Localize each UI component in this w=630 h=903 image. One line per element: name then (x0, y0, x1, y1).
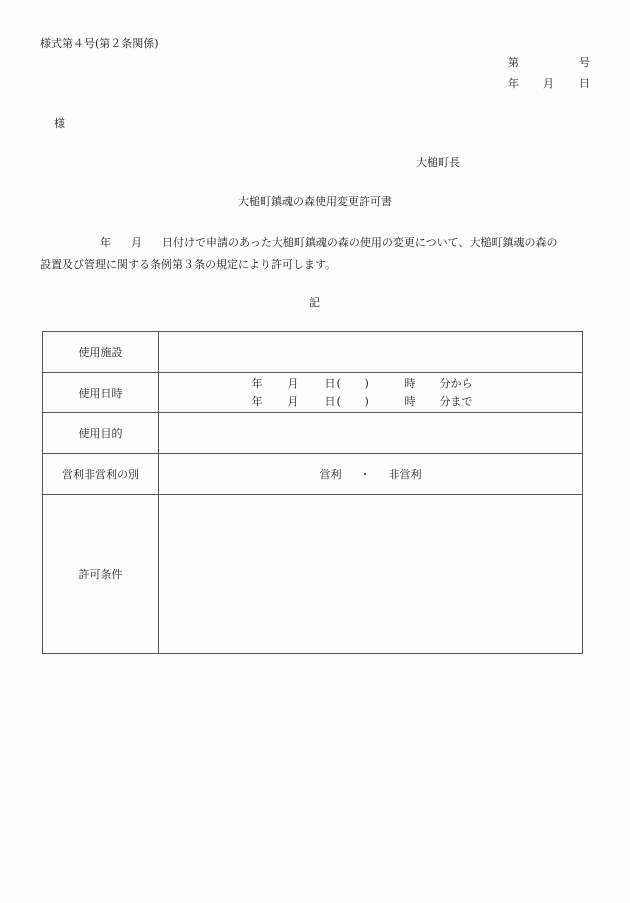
issue-date-day: 日 (579, 77, 590, 90)
commercial-value (159, 454, 583, 495)
commercial-label: 営利非営利の別 (43, 454, 159, 495)
facility-label: 使用施設 (43, 332, 159, 373)
document-title: 大槌町鎮魂の森使用変更許可書 (238, 195, 392, 208)
from-minute: 分から (439, 376, 473, 390)
datetime-to (159, 393, 582, 411)
to-hour: 時 (404, 394, 416, 408)
datetime-label: 使用日時 (43, 373, 159, 413)
form-id: 様式第４号(第２条関係) (40, 37, 159, 50)
body-line-2: 設置及び管理に関する条例第３条の規定により許可します。 (40, 258, 337, 271)
issue-date-year: 年 (508, 77, 519, 90)
to-paren-close: ) (364, 394, 369, 408)
permit-table (42, 331, 583, 654)
to-month: 月 (287, 394, 299, 408)
to-day: 日 (324, 394, 336, 408)
body-month: 月 (131, 236, 142, 249)
to-paren-open: ( (336, 394, 341, 408)
table-row-facility (43, 332, 583, 373)
datetime-value (159, 373, 583, 413)
from-hour: 時 (404, 376, 416, 390)
noncommercial-option: 非営利 (388, 468, 422, 481)
conditions-label: 許可条件 (43, 495, 159, 654)
from-paren-close: ) (364, 376, 369, 390)
facility-value (159, 332, 583, 373)
body-text-1: 日付けで申請のあった大槌町鎮魂の森の使用の変更について、大槌町鎮魂の森の (162, 236, 558, 249)
to-minute: 分まで (439, 394, 473, 408)
table-row-purpose (43, 413, 583, 454)
document-number-label: 第 (508, 56, 519, 69)
body-year: 年 (100, 236, 111, 249)
to-year: 年 (251, 394, 263, 408)
body-line-1 (100, 234, 557, 250)
purpose-value (159, 413, 583, 454)
from-year: 年 (251, 376, 263, 390)
addressee: 様 (54, 117, 65, 130)
purpose-label: 使用目的 (43, 413, 159, 454)
from-day: 日 (324, 376, 336, 390)
issue-date-month: 月 (543, 77, 554, 90)
commercial-option: 営利 (319, 468, 342, 481)
document-number-suffix: 号 (579, 56, 590, 69)
conditions-value (159, 495, 583, 654)
table-row-commercial (43, 454, 583, 495)
table-row-conditions (43, 495, 583, 654)
table-row-datetime (43, 373, 583, 413)
issuer: 大槌町長 (416, 156, 460, 169)
datetime-from (159, 375, 582, 393)
from-month: 月 (287, 376, 299, 390)
separator-dot: ・ (359, 468, 371, 481)
ki-heading: 記 (309, 296, 320, 309)
from-paren-open: ( (336, 376, 341, 390)
